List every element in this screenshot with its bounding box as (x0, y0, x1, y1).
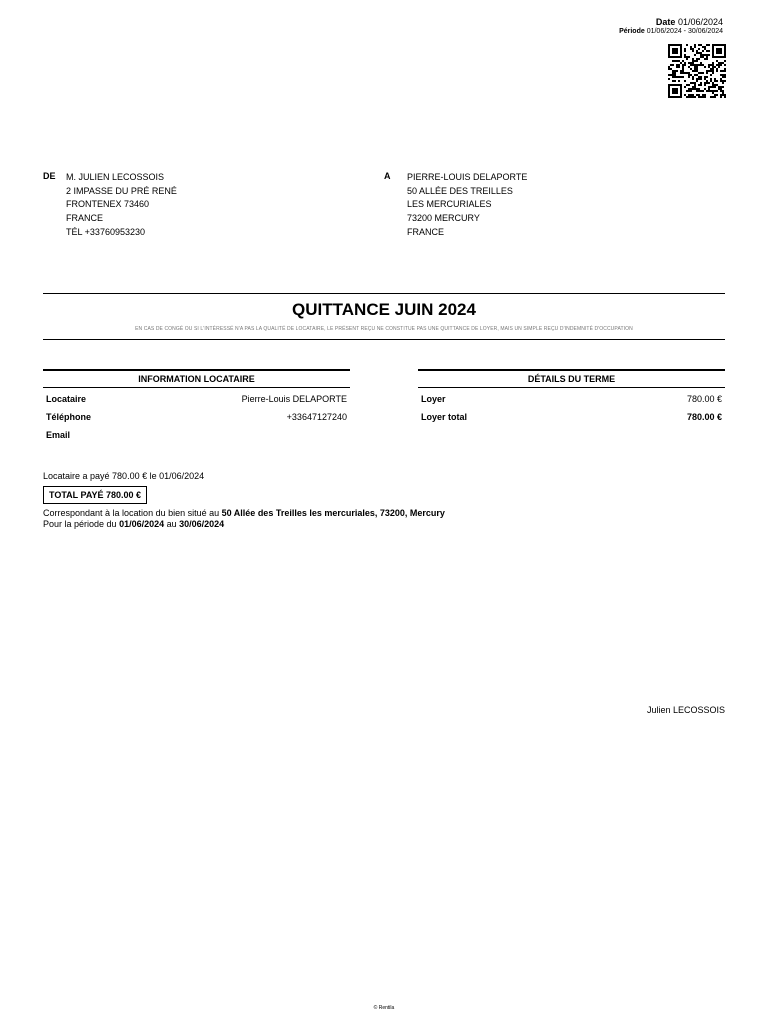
property-line (43, 508, 445, 519)
recipient-line: 50 ALLÉE DES TREILLES (407, 185, 513, 196)
sender-line: M. JULIEN LECOSSOIS (66, 172, 165, 182)
period-line (43, 519, 445, 530)
table-row (43, 426, 350, 444)
payment-confirmation: Locataire a payé 780.00 € le 01/06/2024 (43, 471, 205, 481)
table-row (418, 408, 725, 426)
row-value: +33647127240 (286, 412, 347, 422)
receipt-date (656, 17, 723, 27)
recipient-address (407, 171, 527, 240)
date-value: 01/06/2024 (677, 17, 723, 27)
to-tag: A (384, 171, 391, 181)
period-label: Période (619, 28, 645, 35)
period-mid: au (164, 518, 180, 529)
property-prefix: Correspondant à la location du bien situé au (43, 508, 222, 518)
row-label: Loyer total (421, 412, 468, 422)
property-address: 50 Allée des Treilles les mercuriales, 73200, Mercury (221, 508, 445, 518)
sender-line: FRANCE (66, 213, 104, 224)
term-details-heading: DÉTAILS DU TERME (418, 369, 725, 388)
footer-copyright: © Rentila (373, 1005, 395, 1011)
table-row (43, 390, 350, 408)
row-value: 780.00 € (686, 394, 722, 404)
recipient-line: LES MERCURIALES (407, 199, 492, 210)
receipt-period (619, 28, 723, 35)
page-title: QUITTANCE JUIN 2024 (292, 300, 476, 319)
period-prefix: Pour la période du (43, 518, 120, 529)
tenant-info-table (43, 390, 350, 444)
sender-line: TÉL +33760953230 (66, 226, 145, 237)
divider (43, 293, 725, 294)
row-label: Email (46, 430, 71, 440)
from-tag: DE (43, 171, 56, 181)
sender-line: 2 IMPASSE DU PRÉ RENÉ (66, 185, 177, 196)
period-value: 01/06/2024 - 30/06/2024 (646, 28, 723, 35)
row-value: 780.00 € (686, 412, 722, 422)
row-label: Téléphone (46, 412, 92, 422)
date-label: Date (655, 17, 676, 27)
term-details-table (418, 390, 725, 426)
table-row (418, 390, 725, 408)
divider (43, 339, 725, 340)
property-reference (43, 508, 445, 529)
row-value: Pierre-Louis DELAPORTE (241, 394, 347, 404)
table-row (43, 408, 350, 426)
tenant-info-heading: INFORMATION LOCATAIRE (43, 369, 350, 388)
qr-code-icon (668, 44, 726, 98)
recipient-line: 73200 MERCURY (407, 213, 480, 224)
signature: Julien LECOSSOIS (646, 705, 725, 715)
recipient-line: FRANCE (407, 226, 445, 237)
total-paid-badge: TOTAL PAYÉ 780.00 € (43, 486, 147, 504)
period-start: 01/06/2024 (119, 518, 165, 529)
sender-address (66, 171, 177, 240)
row-label: Loyer (421, 394, 446, 404)
period-end: 30/06/2024 (179, 518, 225, 529)
row-label: Locataire (46, 394, 87, 404)
recipient-line: PIERRE-LOUIS DELAPORTE (407, 172, 528, 182)
legal-notice: EN CAS DE CONGÉ OU SI L'INTÉRESSÉ N'A PAS LA QUALITÉ DE LOCATAIRE, LE PRÉSENT REÇU NE CONSTITUE PAS UNE QUITTANCE DE LOYER, MAIS UN SIMPLE REÇU D'INDEMNITÉ D'OCCUPATION (135, 326, 633, 332)
sender-line: FRONTENEX 73460 (66, 199, 150, 210)
